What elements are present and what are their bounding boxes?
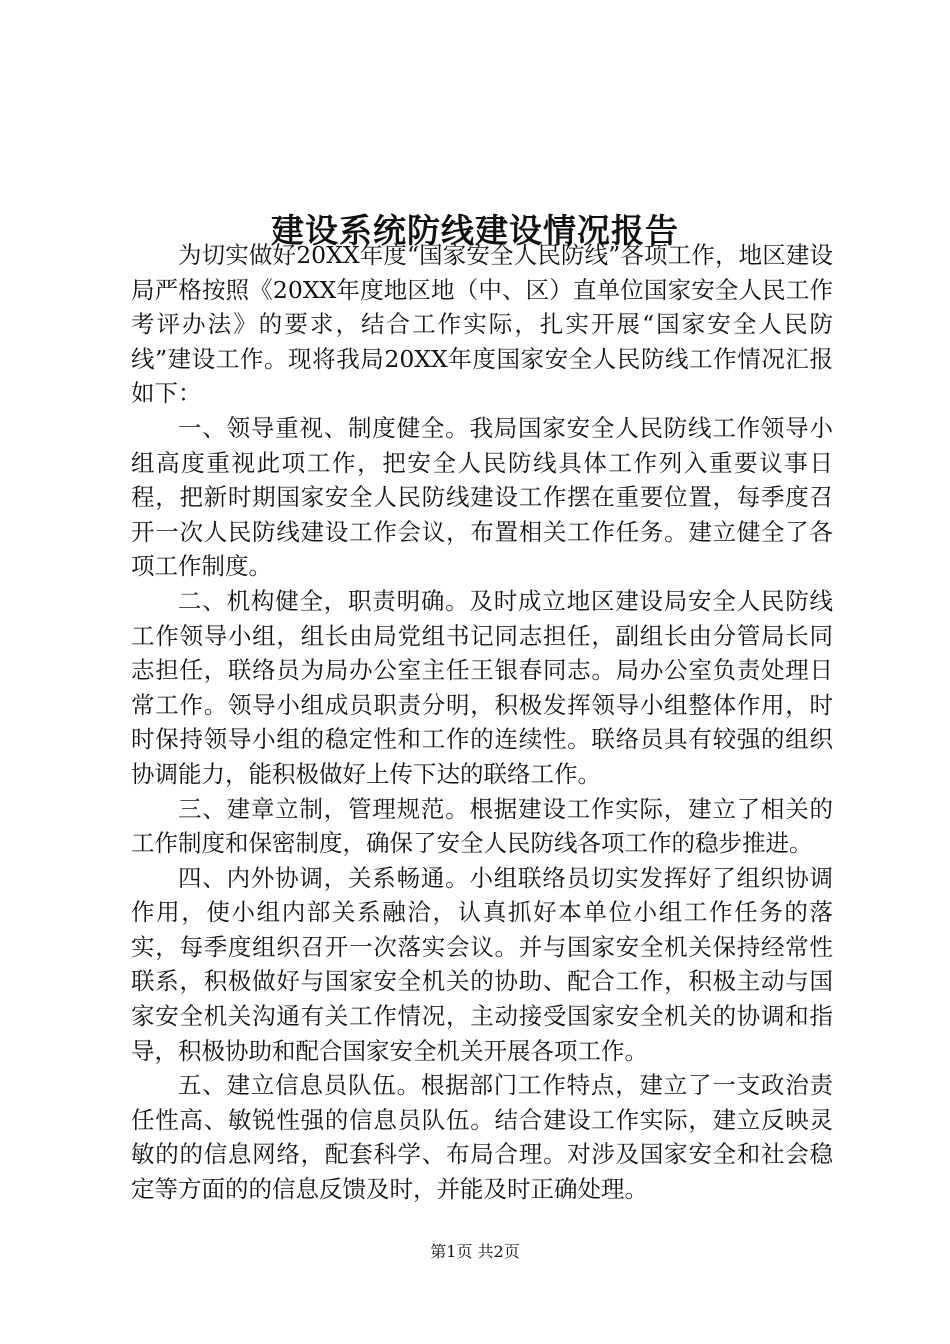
- paragraph-section-5: 五、建立信息员队伍。根据部门工作特点，建立了一支政治责任性高、敏锐性强的信息员队伍。结合建设工作实际，建立反映灵敏的的信息网络，配套科学、布局合理。对涉及国家安全和社会稳定等方面的的信息反馈及时，并能及时正确处理。: [131, 1071, 833, 1204]
- paragraph-intro: 为切实做好20XX年度“国家安全人民防线”各项工作，地区建设局严格按照《20XX年度地区地（中、区）直单位国家安全人民工作考评办法》的要求，结合工作实际，扎实开展“国家安全人民防线”建设工作。现将我局20XX年度国家安全人民防线工作情况汇报如下：: [131, 241, 833, 408]
- document-body: [131, 238, 833, 1207]
- paragraph-section-3: 三、建章立制，管理规范。根据建设工作实际，建立了相关的工作制度和保密制度，确保了安全人民防线各项工作的稳步推进。: [131, 794, 833, 858]
- page-number-footer: 第1页 共2页: [430, 1242, 520, 1261]
- paragraph-section-1: 一、领导重视、制度健全。我局国家安全人民防线工作领导小组高度重视此项工作，把安全人民防线具体工作列入重要议事日程，把新时期国家安全人民防线建设工作摆在重要位置，每季度召开一次人民防线建设工作会议，布置相关工作任务。建立健全了各项工作制度。: [131, 413, 833, 581]
- page-title: 建设系统防线建设情况报告: [271, 211, 679, 251]
- paragraph-section-2: 二、机构健全，职责明确。及时成立地区建设局安全人民防线工作领导小组，组长由局党组书记同志担任，副组长由分管局长同志担任，联络员为局办公室主任王银春同志。局办公室负责处理日常工作。领导小组成员职责分明，积极发挥领导小组整体作用，时时保持领导小组的稳定性和工作的连续性。联络员具有较强的组织协调能力，能积极做好上传下达的联络工作。: [131, 586, 833, 788]
- paragraph-section-4: 四、内外协调，关系畅通。小组联络员切实发挥好了组织协调作用，使小组内部关系融洽，认真抓好本单位小组工作任务的落实，每季度组织召开一次落实会议。并与国家安全机关保持经常性联系，积极做好与国家安全机关的协助、配合工作，积极主动与国家安全机关沟通有关工作情况，主动接受国家安全机关的协调和指导，积极协助和配合国家安全机关开展各项工作。: [131, 863, 833, 1065]
